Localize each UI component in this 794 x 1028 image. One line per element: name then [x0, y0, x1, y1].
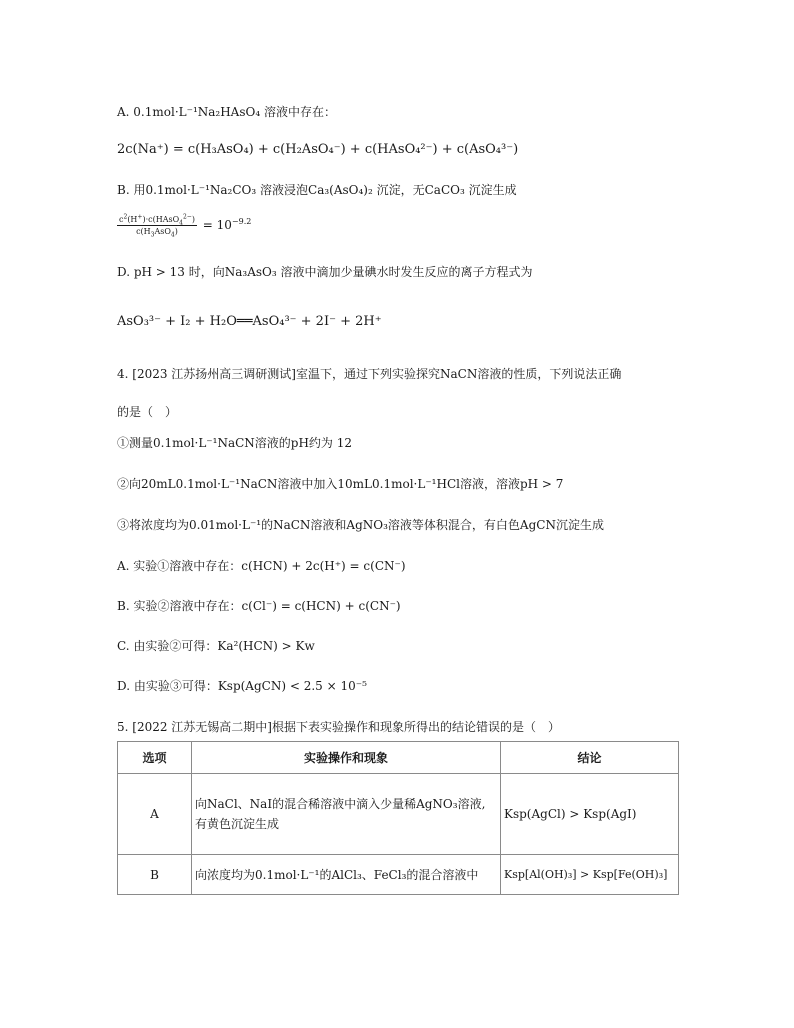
q3-option-c-fraction: $\frac{c^2(H^+)\cdot c(HAsO_4^{2-})}{c(H_3AsO_4)}$: [119, 213, 195, 239]
q5-table: [117, 741, 679, 895]
table-row: [118, 774, 679, 855]
table-header-row: [118, 742, 679, 774]
q4-experiment-1: ①测量0.1mol·L⁻¹NaCN溶液的pH约为 12: [117, 436, 353, 450]
table-cell-operation: 向浓度均为0.1mol·L⁻¹的AlCl₃、FeCl₃的混合溶液中: [192, 855, 501, 895]
table-cell-operation: 向NaCl、NaI的混合稀溶液中滴入少量稀AgNO₃溶液,有黄色沉淀生成: [192, 774, 501, 855]
q3-option-b: B. 用0.1mol·L⁻¹Na₂CO₃ 溶液浸泡Ca₃(AsO₄)₂ 沉淀，无CaCO₃ 沉淀生成: [117, 183, 517, 197]
q4-option-b: B. 实验②溶液中存在：c(Cl⁻) = c(HCN) + c(CN⁻): [117, 599, 401, 613]
table-header-option: 选项: [118, 742, 192, 774]
q3-option-c: $\frac{c^2(H^+)\cdot c(HAsO_4^{2-})}{c(H_3AsO_4)}$ = $10^{-9.2}$: [119, 213, 252, 239]
q3-option-d-equation: AsO₃³⁻ + I₂ + H₂O══AsO₄³⁻ + 2I⁻ + 2H⁺: [117, 314, 382, 329]
q4-stem-line2: 的是（ ）: [117, 405, 178, 419]
table-cell-option: B: [118, 855, 192, 895]
table-row: [118, 855, 679, 895]
table-header-operation: 实验操作和现象: [192, 742, 501, 774]
table-cell-conclusion: Ksp[Al(OH)₃] > Ksp[Fe(OH)₃]: [501, 855, 679, 895]
q3-option-a-equation: 2c(Na⁺) = c(H₃AsO₄) + c(H₂AsO₄⁻) + c(HAsO₄²⁻) + c(AsO₄³⁻): [117, 142, 519, 157]
q3-option-d-intro: D. pH > 13 时，向Na₃AsO₃ 溶液中滴加少量碘水时发生反应的离子方程式为: [117, 265, 533, 279]
q4-option-a: A. 实验①溶液中存在：c(HCN) + 2c(H⁺) = c(CN⁻): [117, 559, 406, 573]
q4-stem-line1: 4. [2023 江苏扬州高三调研测试]室温下，通过下列实验探究NaCN溶液的性质，下列说法正确: [117, 367, 622, 381]
q4-experiment-3: ③将浓度均为0.01mol·L⁻¹的NaCN溶液和AgNO₃溶液等体积混合，有白色AgCN沉淀生成: [117, 518, 604, 532]
q4-option-c: C. 由实验②可得：Ka²(HCN) > Kw: [117, 639, 315, 653]
q5-stem: 5. [2022 江苏无锡高二期中]根据下表实验操作和现象所得出的结论错误的是（ ）: [117, 720, 560, 734]
table-cell-option: A: [118, 774, 192, 855]
table-header-conclusion: 结论: [501, 742, 679, 774]
q3-option-a-intro: A. 0.1mol·L⁻¹Na₂HAsO₄ 溶液中存在：: [117, 105, 336, 119]
q4-experiment-2: ②向20mL0.1mol·L⁻¹NaCN溶液中加入10mL0.1mol·L⁻¹HCl溶液，溶液pH > 7: [117, 477, 564, 491]
table-cell-conclusion: Ksp(AgCl) > Ksp(AgI): [501, 774, 679, 855]
q4-option-d: D. 由实验③可得：Ksp(AgCN) < 2.5 × 10⁻⁵: [117, 679, 367, 693]
